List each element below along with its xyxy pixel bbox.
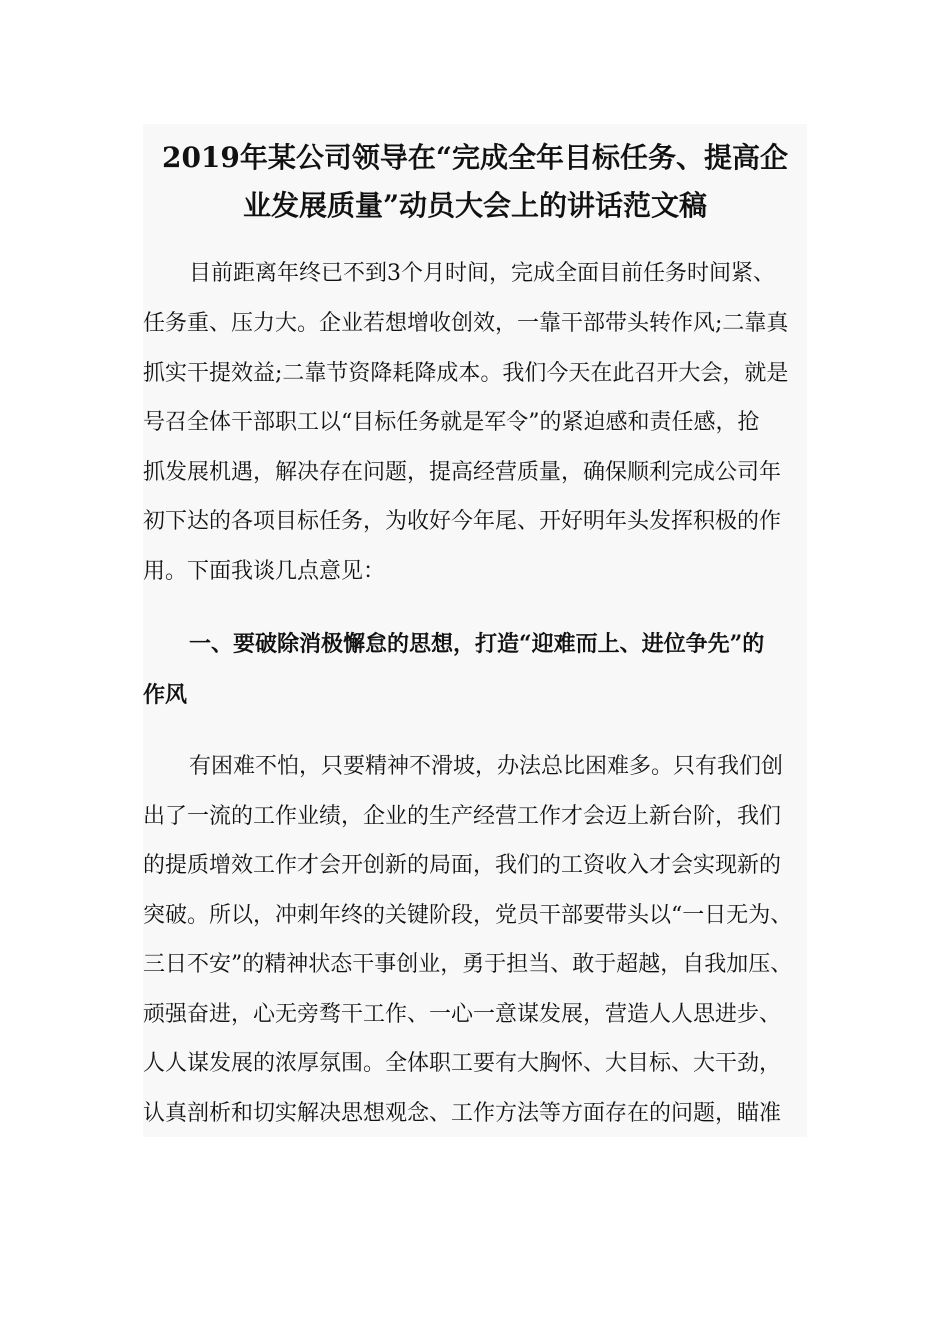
document-title-line-2: 业发展质量”动员大会上的讲话范文稿 [242, 189, 708, 222]
section-heading-1-line-2: 作风 [143, 682, 188, 708]
paragraph-2-line-1: 有困难不怕，只要精神不滑坡，办法总比困难多。只有我们创 [189, 754, 784, 779]
paragraph-1-line-1: 目前距离年终已不到3个月时间，完成全面目前任务时间紧、 [189, 261, 775, 286]
paragraph-2-line-2: 出了一流的工作业绩，企业的生产经营工作才会迈上新台阶，我们 [143, 804, 782, 829]
paragraph-1-line-4: 号召全体干部职工以“目标任务就是军令”的紧迫感和责任感，抢 [143, 410, 760, 435]
section-heading-1-line-1: 一、要破除消极懈怠的思想，打造“迎难而上、进位争先”的 [189, 631, 765, 657]
paragraph-2-line-3: 的提质增效工作才会开创新的局面，我们的工资收入才会实现新的 [143, 853, 782, 878]
paragraph-1-line-2: 任务重、压力大。企业若想增收创效，一靠干部带头转作风;二靠真 [143, 311, 789, 336]
paragraph-2-line-8: 认真剖析和切实解决思想观念、工作方法等方面存在的问题，瞄准 [143, 1101, 782, 1126]
paragraph-2-line-4: 突破。所以，冲刺年终的关键阶段，党员干部要带头以“一日无为、 [143, 903, 793, 928]
paragraph-2-line-6: 顽强奋进，心无旁骛干工作、一心一意谋发展，营造人人思进步、 [143, 1002, 782, 1027]
paragraph-1-line-5: 抓发展机遇，解决存在问题，提高经营质量，确保顺利完成公司年 [143, 460, 782, 485]
paragraph-1-line-3: 抓实干提效益;二靠节资降耗降成本。我们今天在此召开大会，就是 [143, 361, 789, 386]
paragraph-2-line-7: 人人谋发展的浓厚氛围。全体职工要有大胸怀、大目标、大干劲， [143, 1051, 782, 1076]
paragraph-2-line-5: 三日不安”的精神状态干事创业，勇于担当、敢于超越，自我加压、 [143, 952, 793, 977]
paragraph-1-line-7: 用。下面我谈几点意见： [143, 559, 386, 584]
document-title-line-1: 2019年某公司领导在“完成全年目标任务、提高企 [161, 141, 789, 174]
paragraph-1-line-6: 初下达的各项目标任务，为收好今年尾、开好明年头发挥积极的作 [143, 509, 782, 534]
